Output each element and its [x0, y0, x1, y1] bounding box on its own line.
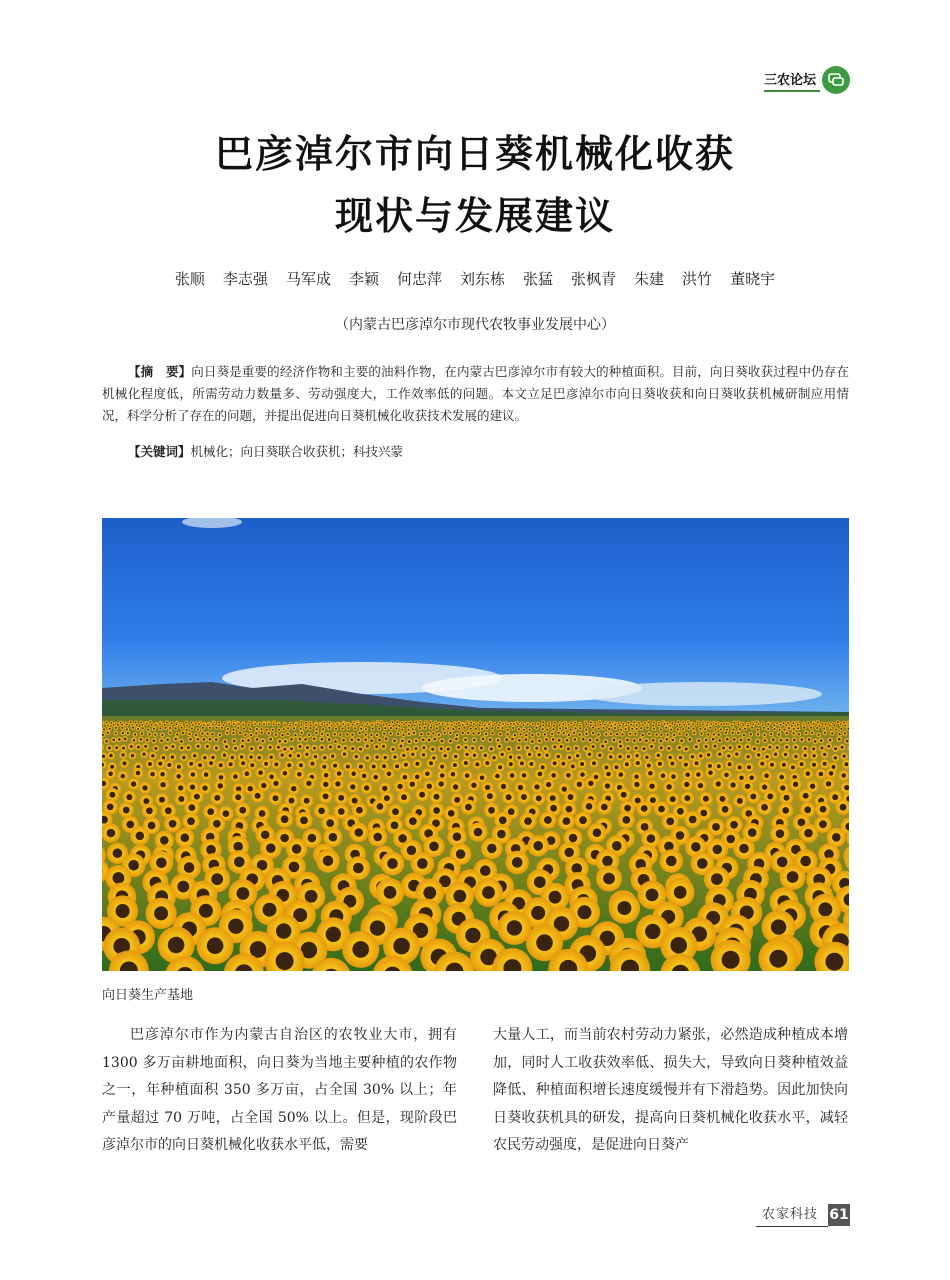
column-tag-label: 三农论坛: [764, 69, 820, 92]
author: 洪竹: [682, 270, 713, 288]
author: 董晓宇: [730, 270, 776, 288]
article-title-line-2: 现状与发展建议: [334, 194, 615, 238]
body-text-left-column: 巴彦淖尔市作为内蒙古自治区的农牧业大市，拥有 1300 多万亩耕地面积，向日葵为当地主要种植的农作物之一，年种植面积 350 多万亩，占全国 30% 以上；年产量超过 70 万吨，占全国 50% 以上。但是，现阶段巴彦淖尔市的向日葵机械化收获水平低，需要: [102, 1027, 457, 1153]
author: 刘东栋: [459, 270, 505, 288]
keywords-text: 机械化；向日葵联合收获机；科技兴蒙: [190, 444, 404, 459]
page-number: 61: [828, 1204, 850, 1226]
author-list: [0, 268, 950, 289]
author: 马军成: [285, 270, 331, 288]
author: 李颖: [348, 270, 379, 288]
affiliation: （内蒙古巴彦淖尔市现代农牧事业发展中心）: [335, 317, 615, 333]
author: 张枫青: [571, 270, 617, 288]
column-tag: [764, 66, 850, 94]
body-text-right-column: 大量人工，而当前农村劳动力紧张，必然造成种植成本增加，同时人工收获效率低、损失大，导致向日葵种植效益降低、种植面积增长速度缓慢并有下滑趋势。因此加快向日葵收获机具的研发，提高向日葵机械化收获水平，减轻农民劳动强度，是促进向日葵产: [493, 1027, 848, 1153]
journal-name: 农家科技: [756, 1203, 828, 1227]
abstract-label: 【摘 要】: [128, 364, 192, 379]
page-footer: [756, 1203, 850, 1227]
abstract: [102, 361, 849, 427]
author: 朱建: [634, 270, 665, 288]
figure-caption: 向日葵生产基地: [102, 988, 194, 1003]
keywords-label: 【关键词】: [128, 444, 191, 459]
keywords: [128, 442, 403, 460]
abstract-text: 向日葵是重要的经济作物和主要的油料作物，在内蒙古巴彦淖尔市有较大的种植面积。目前，向日葵收获过程中仍存在机械化程度低，所需劳动力数量多、劳动强度大，工作效率低的问题。本文立足巴彦淖尔市向日葵收获和向日葵收获机械研制应用情况，科学分析了存在的问题，并提出促进向日葵机械化收获技术发展的建议。: [102, 364, 849, 423]
chat-bubble-icon: [822, 66, 850, 94]
author: 李志强: [222, 270, 268, 288]
sunflower-field-photo: [102, 518, 849, 971]
author: 张猛: [523, 270, 554, 288]
article-title-line-1: 巴彦淖尔市向日葵机械化收获: [214, 132, 735, 176]
author: 张顺: [174, 270, 205, 288]
author: 何忠萍: [396, 270, 442, 288]
